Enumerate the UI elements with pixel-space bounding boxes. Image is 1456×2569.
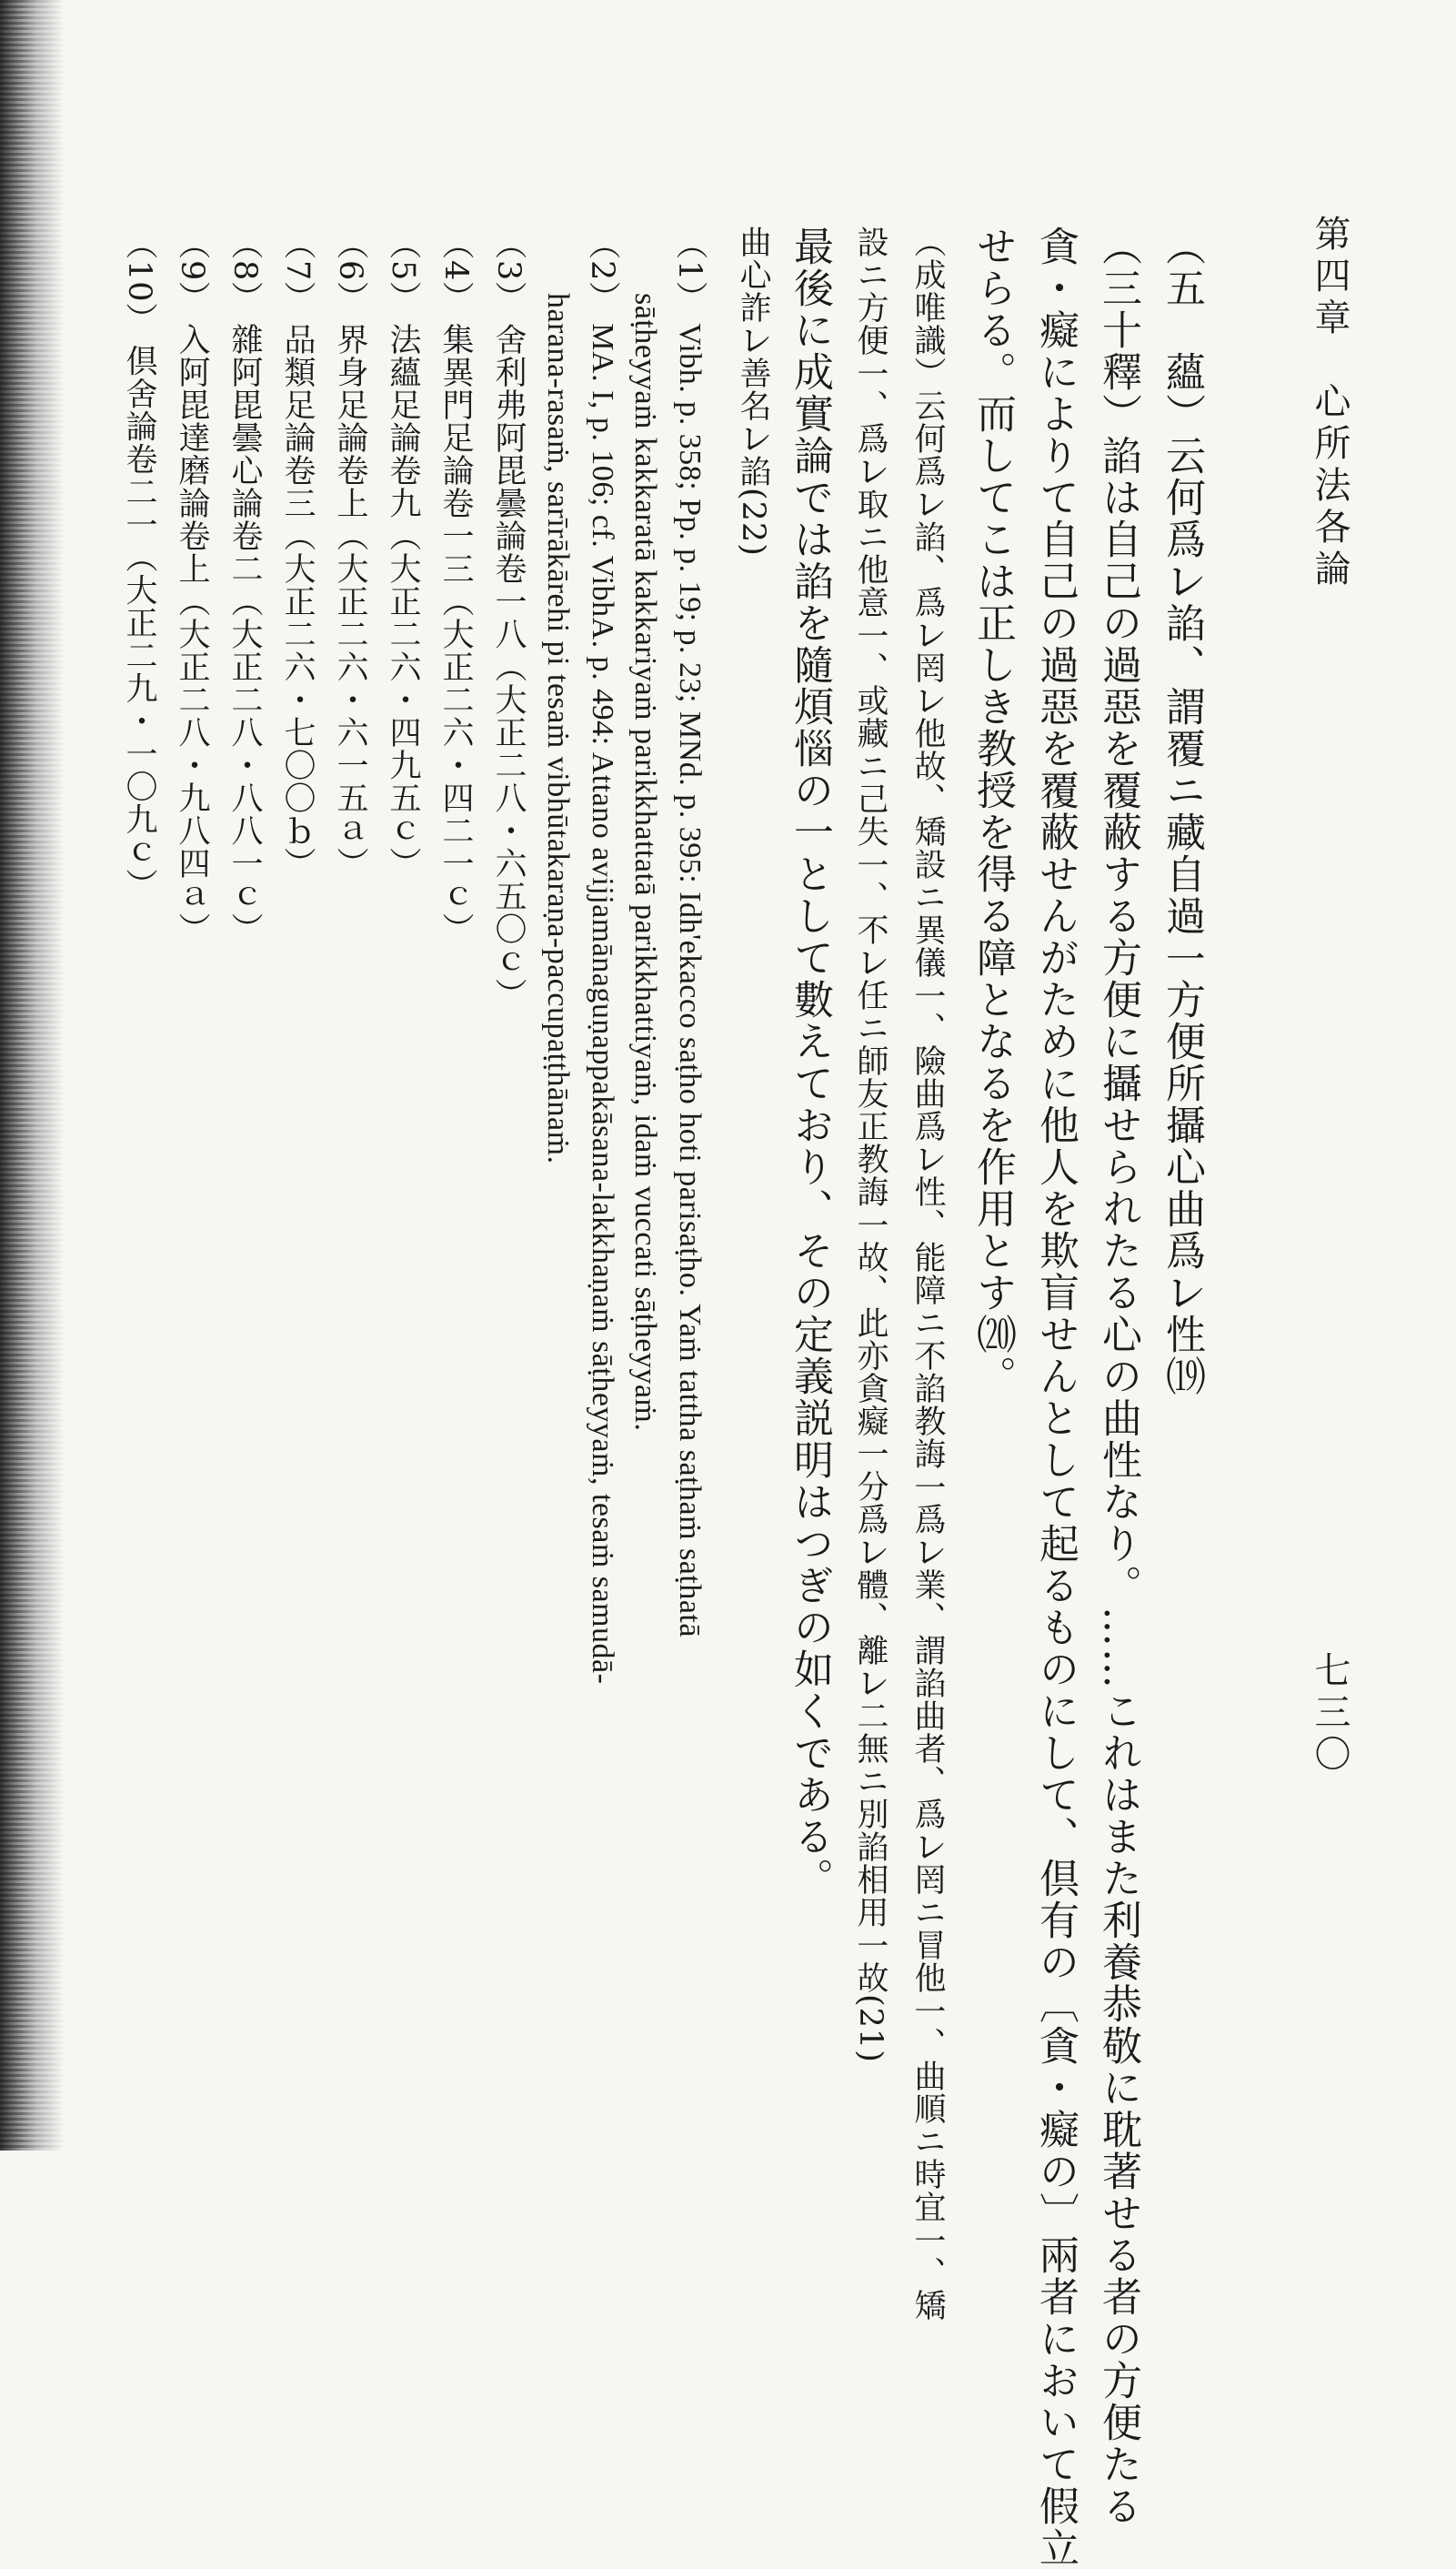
footnote-10 <box>123 227 155 902</box>
footnote-number: （10） <box>121 227 157 336</box>
page-number: 七三〇 <box>1309 1651 1351 1777</box>
body-line-1: （五 蘊）云何爲㆑諂、謂覆ニ藏自過㆒方便所攝心曲爲㆑性⒆ <box>1159 226 1205 1397</box>
body-line-7: 最後に成實論では諂を隨煩惱の一として數えており、その定義説明はつぎの如くである。 <box>787 226 833 1899</box>
body-line-6: 設ニ方便㆒、爲㆑取ニ他意㆒、或藏ニ己失㆒、不㆑任ニ師友正教誨㆒故、此亦貪癡一分爲㆑體、離㆑二無ニ別諂相用㆒故(21) <box>852 226 889 2063</box>
footnote-6 <box>334 227 366 880</box>
footnote-text: 品類足論卷三（大正二六・七〇〇ｂ） <box>279 323 316 881</box>
footnote-3 <box>490 227 527 1012</box>
footnote-5 <box>385 227 421 881</box>
footnote-text: 倶舍論卷二一（大正二九・一〇九ｃ） <box>121 344 157 902</box>
footnote-number: （1） <box>671 227 708 315</box>
footnote-text: 法蘊足論卷九（大正二六・四九五ｃ） <box>385 323 421 881</box>
body-line-3: 貪・癡によりて自己の過惡を覆蔽せんがために他人を欺盲せんとして起るものにして、倶有の〔貪・癡の〕兩者において假立 <box>1032 226 1079 2569</box>
body-line-5: （成唯識）云何爲㆑諂、爲㆑罔㆑他故、矯設ニ異儀㆒、險曲爲㆑性、能障ニ不諂教誨㆒爲㆑業、謂諂曲者、爲㆑罔ニ冒他㆒、曲順ニ時宜㆒、矯 <box>909 226 946 2322</box>
body-line-8: 曲心詐㆑善名㆑諂(22) <box>735 226 771 557</box>
chapter-heading: 第四章 心所法各論 <box>1309 215 1351 591</box>
footnote-text: MA. I, p. 106; cf. VibhA. p. 494: Attano avijjamānaguṇappakāsana-lakkhaṇaṁ sāṭheyyaṁ, tesaṁ samudā- <box>586 323 619 1685</box>
body-line-4: せらる。而してこは正しき教授を得る障となるを作用とす⒇。 <box>969 226 1016 1397</box>
footnote-2-continued: harana-rasaṁ, sarīrākārehi pi tesaṁ vibhūtakaraṇa-paccupaṭṭhānaṁ. <box>541 293 575 1164</box>
scan-shadow-edge <box>0 0 64 2151</box>
footnote-text: 界身足論卷上（大正二六・六一五ａ） <box>332 323 368 881</box>
footnote-number: （4） <box>437 227 474 315</box>
footnote-number: （6） <box>332 227 368 315</box>
footnote-number: （7） <box>279 227 316 315</box>
footnote-number: （5） <box>385 227 421 315</box>
footnote-number: （8） <box>226 227 263 315</box>
footnote-8 <box>226 227 263 946</box>
body-line-2: （三十釋）諂は自己の過惡を覆蔽する方便に攝せられたる心の曲性なり。……これはまた利養恭敬に耽著せる者の方便たる <box>1095 226 1141 2527</box>
footnote-text: 舍利弗阿毘曇論卷一八（大正二八・六五〇ｃ） <box>490 323 527 1012</box>
footnote-text: 雜阿毘曇心論卷二（大正二八・八八一ｃ） <box>226 323 263 946</box>
footnote-2 <box>586 227 618 1684</box>
footnote-1-continued: sāṭheyyaṁ kakkaratā kakkariyaṁ parikkhattatā parikkhattiyaṁ, idaṁ vuccati sāṭheyyaṁ. <box>628 293 662 1432</box>
footnote-1 <box>671 227 708 1637</box>
footnote-text: 入阿毘達磨論卷上（大正二八・九八四ａ） <box>174 323 210 946</box>
footnote-4 <box>437 227 474 946</box>
footnote-text: 集異門足論卷一三（大正二六・四二一ｃ） <box>437 323 474 946</box>
footnote-9 <box>174 227 210 946</box>
footnote-number: （2） <box>584 227 620 315</box>
footnote-text: Vibh. p. 358; Pp. p. 19; p. 23; MNd. p. 395: Idh'ekacco saṭho hoti parisaṭho. Yaṁ tattha saṭhaṁ saṭhatā <box>673 323 707 1637</box>
footnote-7 <box>279 227 316 881</box>
footnote-number: （3） <box>490 227 527 315</box>
footnote-number: （9） <box>174 227 210 315</box>
